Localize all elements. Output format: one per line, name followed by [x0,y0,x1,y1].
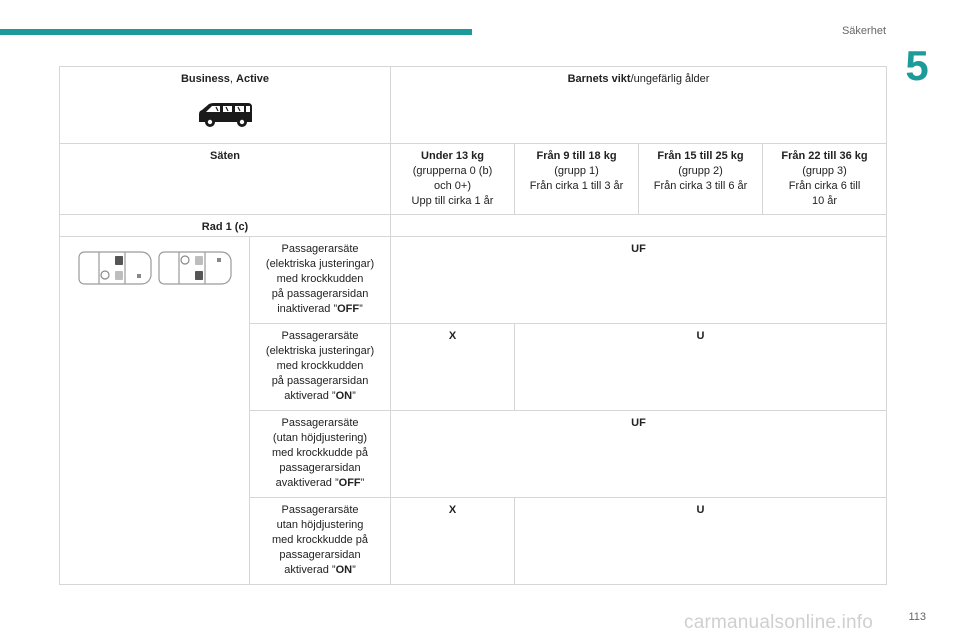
seat-desc-line: (elektriska justeringar) [265,258,375,270]
weight-col-line: Från cirka 1 till 3 år [529,180,624,192]
seat-desc-line: (elektriska justeringar) [265,345,375,357]
airbag-state-line: avaktiverad ”OFF” [275,477,365,489]
row-1-label: Rad 1 (c) [60,215,391,237]
seat-desc-line: Passagerarsäte [281,243,359,255]
vehicle-label [64,72,386,87]
suitability-value: U [515,324,887,411]
seats-label: Säten [60,144,391,215]
weight-col-line: (grupp 3) [802,165,847,177]
seat-desc-line: passagerarsidan [279,549,361,561]
van-icon [196,101,254,129]
seat-description [250,324,391,411]
seat-description [250,237,391,324]
airbag-state-line: inaktiverad ”OFF” [277,303,363,315]
weight-col-title: Från 15 till 25 kg [657,150,744,162]
weight-col-1 [391,144,515,215]
child-age-suffix: /ungefärlig ålder [630,73,710,85]
row-label-empty [391,215,887,237]
seat-desc-line: Passagerarsäte [281,504,359,516]
watermark: carmanualsonline.info [684,612,874,633]
table-row [60,237,887,324]
seat-desc-line: passagerarsidan [279,462,361,474]
seat-desc-line: (utan höjdjustering) [272,432,368,444]
seat-desc-line: med krockkudde på [272,534,368,546]
seat-desc-line: Passagerarsäte [281,417,359,429]
child-weight-header [391,67,887,144]
weight-groups-row [60,144,887,215]
child-seat-table [59,66,887,585]
seat-desc-line: med krockkudde på [272,447,368,459]
suitability-value: UF [391,237,887,324]
seat-description [250,498,391,585]
vehicle-business: Business [180,73,230,85]
weight-col-line: (grupp 2) [678,165,723,177]
weight-col-line: och 0+) [434,180,472,192]
seat-desc-line: utan höjdjustering [276,519,364,531]
section-title: Säkerhet [841,25,886,37]
top-accent-bar [0,29,472,35]
weight-col-title: Under 13 kg [421,150,484,162]
weight-col-2 [515,144,639,215]
weight-col-line: (grupperna 0 (b) [412,165,493,177]
seat-desc-line: på passagerarsidan [271,288,369,300]
suitability-value: U [515,498,887,585]
row-label-row [60,215,887,237]
vehicle-separator: , [229,73,237,85]
seat-desc-line: på passagerarsidan [271,375,369,387]
weight-col-3 [639,144,763,215]
suitability-value: X [391,324,515,411]
weight-col-line: (grupp 1) [554,165,599,177]
weight-col-line: Från cirka 3 till 6 år [653,180,748,192]
table-header-row [60,67,887,144]
car-seat-diagram-icon [75,248,235,288]
seat-desc-line: Passagerarsäte [281,330,359,342]
seat-description [250,411,391,498]
seat-desc-line: med krockkudden [276,360,364,372]
weight-col-line: Från cirka 6 till [788,180,861,192]
weight-col-line: 10 år [811,195,838,207]
weight-col-title: Från 9 till 18 kg [536,150,617,162]
weight-col-4 [763,144,887,215]
child-weight-title: Barnets vikt [567,73,631,85]
seat-desc-line: med krockkudden [276,273,364,285]
suitability-value: X [391,498,515,585]
suitability-value: UF [391,411,887,498]
vehicle-active: Active [236,73,270,85]
page-number: 113 [908,611,926,623]
seat-diagram-cell [60,237,250,585]
weight-col-line: Upp till cirka 1 år [411,195,494,207]
chapter-number: 5 [905,42,929,89]
airbag-state-line: aktiverad ”ON” [284,564,356,576]
vehicle-cell [60,67,391,144]
airbag-state-line: aktiverad ”ON” [284,390,356,402]
weight-col-title: Från 22 till 36 kg [781,150,868,162]
